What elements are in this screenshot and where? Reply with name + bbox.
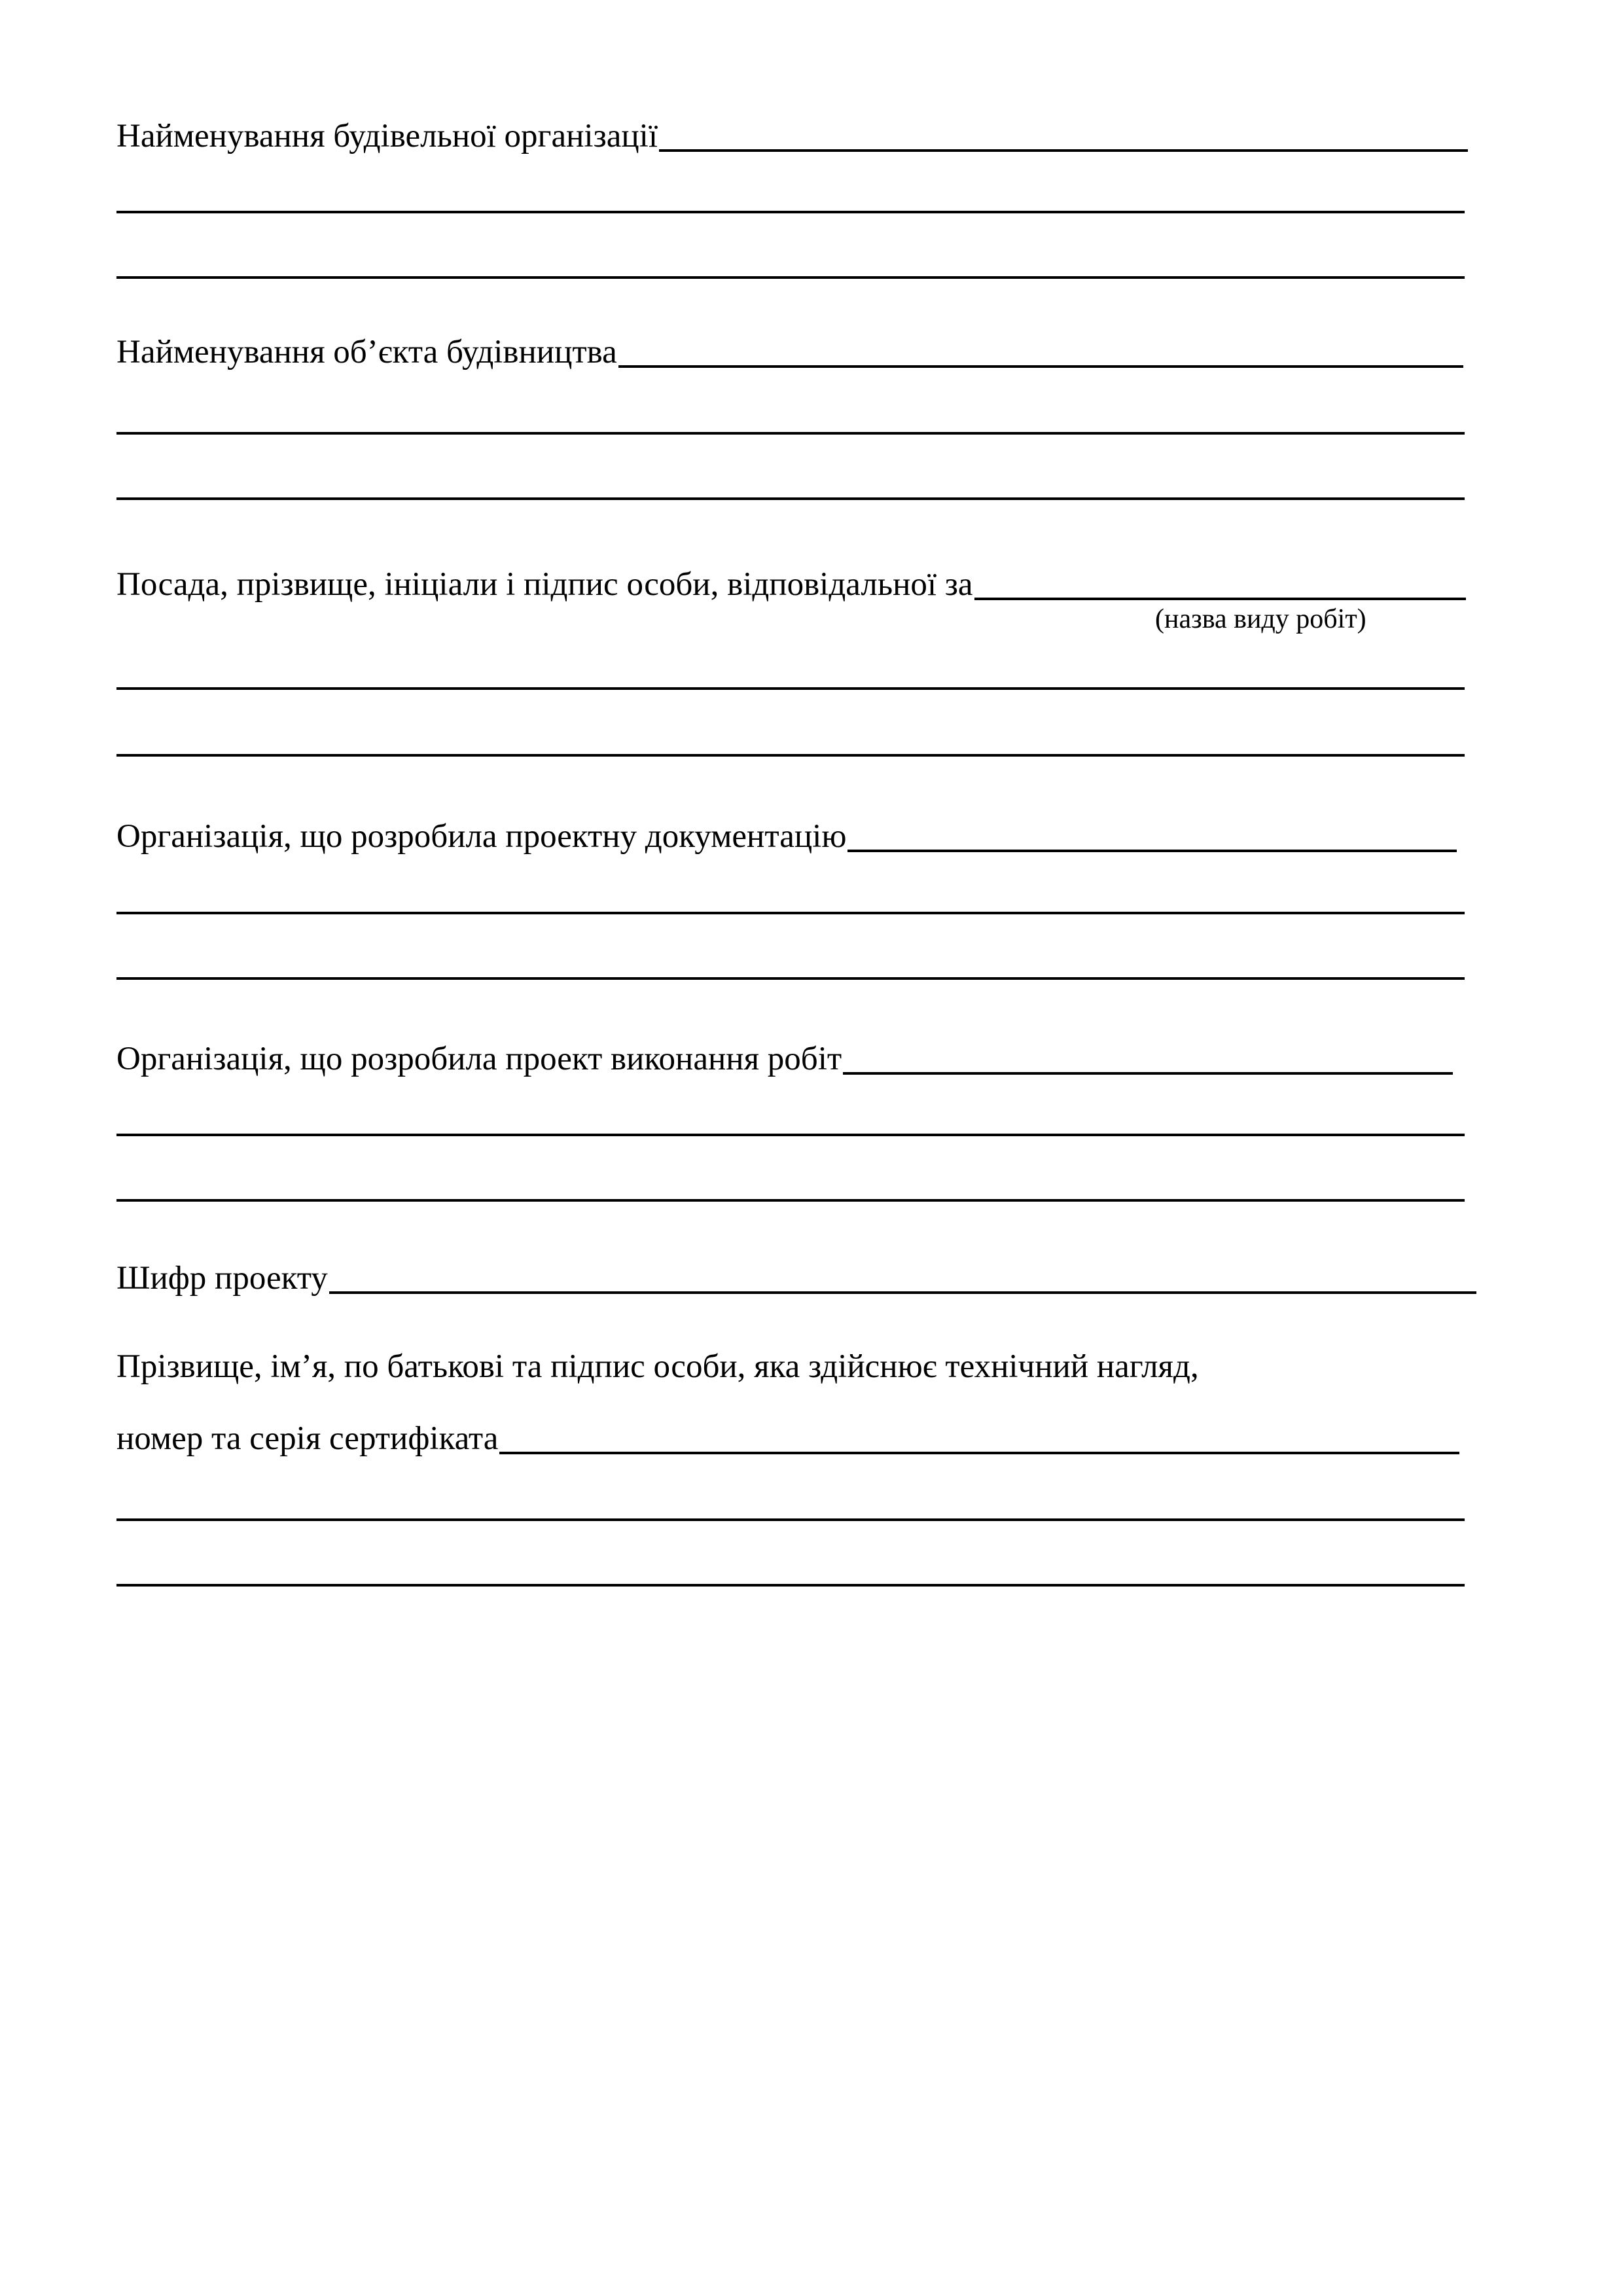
construction-org-line-2[interactable] bbox=[116, 211, 1465, 213]
construction-object-label: Найменування об’єкта будівництва bbox=[116, 334, 617, 370]
construction-org-line-3[interactable] bbox=[116, 276, 1465, 279]
responsible-person-field bbox=[116, 553, 1466, 605]
construction-org-field bbox=[116, 105, 1468, 157]
tech-supervision-label-line2: номер та серія сертифіката bbox=[116, 1420, 499, 1457]
design-doc-org-label: Організація, що розробила проектну документацію bbox=[116, 818, 847, 855]
work-project-org-field bbox=[116, 1028, 1453, 1080]
tech-supervision-field-line2 bbox=[116, 1407, 1459, 1460]
construction-object-line-2[interactable] bbox=[116, 432, 1465, 435]
construction-object-input-line[interactable] bbox=[618, 365, 1463, 368]
project-code-input-line[interactable] bbox=[329, 1291, 1476, 1294]
responsible-person-line-3[interactable] bbox=[116, 754, 1465, 757]
project-code-field bbox=[116, 1247, 1476, 1299]
tech-supervision-label-line1: Прізвище, ім’я, по батькові та підпис особи, яка здійснює технічний нагляд, bbox=[116, 1348, 1199, 1385]
design-doc-org-line-2[interactable] bbox=[116, 912, 1465, 914]
tech-supervision-field-line1 bbox=[116, 1335, 1465, 1388]
responsible-person-label: Посада, прізвище, ініціали і підпис особи, відповідальної за bbox=[116, 566, 973, 603]
work-project-org-input-line[interactable] bbox=[843, 1072, 1453, 1075]
work-project-org-line-3[interactable] bbox=[116, 1199, 1465, 1202]
work-project-org-label: Організація, що розробила проект виконання робіт bbox=[116, 1041, 842, 1077]
design-doc-org-input-line[interactable] bbox=[847, 850, 1457, 852]
construction-org-input-line[interactable] bbox=[659, 149, 1468, 152]
design-doc-org-field bbox=[116, 805, 1457, 857]
responsible-person-hint: (назва виду робіт) bbox=[1155, 604, 1366, 634]
project-code-label: Шифр проекту bbox=[116, 1260, 328, 1297]
tech-supervision-line-2[interactable] bbox=[116, 1518, 1465, 1521]
tech-supervision-input-line[interactable] bbox=[499, 1452, 1459, 1454]
design-doc-org-line-3[interactable] bbox=[116, 977, 1465, 980]
construction-object-field bbox=[116, 321, 1463, 373]
responsible-person-line-2[interactable] bbox=[116, 687, 1465, 690]
responsible-person-input-line[interactable] bbox=[974, 598, 1466, 600]
construction-org-label: Найменування будівельної організації bbox=[116, 118, 658, 154]
tech-supervision-line-3[interactable] bbox=[116, 1584, 1465, 1587]
construction-object-line-3[interactable] bbox=[116, 497, 1465, 500]
work-project-org-line-2[interactable] bbox=[116, 1134, 1465, 1136]
